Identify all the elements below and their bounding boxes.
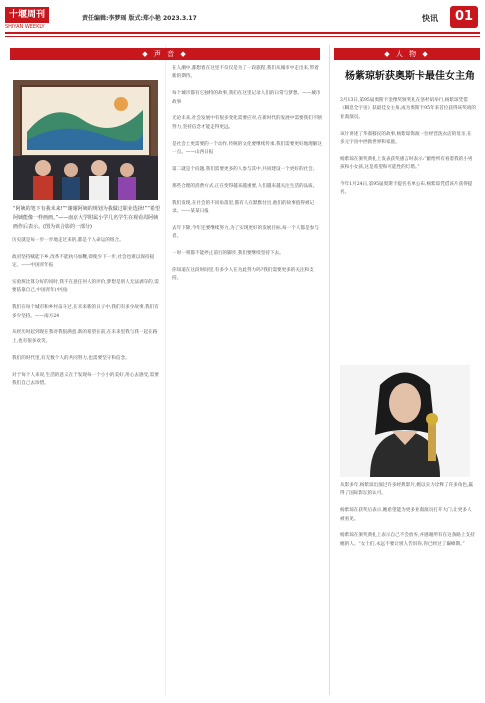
- issue-info: 责任编辑:李梦瑶 版式:郑小艳 2023.3.17: [82, 15, 197, 22]
- actress-photo: [340, 365, 470, 477]
- logo-subtitle: SHIYAN WEEKLY: [5, 24, 45, 30]
- article-column-2: 在人潮中,都想着在这里不仅仅是为了一段旅程,我们从城市中走出来,带着新的期待。 每个城市都有它独特的故事,我们在这里记录人们的日常与梦想。——城市故事 无论未来,社会发展中有很多变化需要应对,在新时代的发展中需要我们不断努力,坚持信念才能走得更远。 是社会上更需要的一个动作,传统的文化要继续传承,我们需要更好地理解这一点。——山西日报 第二就是个问题,我们需要更多的人参与其中,共同建设一个更好的社会。 那些合理的消费方式,正在变得越来越重要,人们越来越关注生活的品质。 我们发现,在社会的不同角落里,都有人在默默付出,他们的故事值得被记录。——某某日报 去年下降,今年还要继续努力,为了实现更好的发展目标,每一个人都是参与者。 一时一刻都不能停止前行的脚步,我们要继续坚持下去。 你知道在这段时间里,有多少人在为此努力吗?我们需要更多的关注和支持。: [172, 66, 322, 282]
- painting-photo: [13, 80, 158, 200]
- photo-caption: “阿姨的笔下有我未来!”“谢谢阿姨的规划为我做过职业选择!”“希望阿姨能像一样画画。”——南京大学附属小学几名学生在观看周阿姨画作后表示。(图为该合影的一部分): [13, 206, 160, 230]
- article-column-3-bottom: 从影多年,杨紫琼出演过许多经典影片,她以实力诠释了许多角色,赢得了国际影坛的认可。 杨紫琼在获奖后表示,她希望能为更多亚裔演员打开大门,让更多人被看见。 杨紫琼在颁奖典礼上表示自己不会放弃,并感谢所有在这条路上支持她的人。“女士们,永远不要让别人告诉你,你已经过了巅峰期。”: [340, 483, 475, 547]
- header-rule-thin: [5, 36, 480, 37]
- column-divider: [329, 45, 330, 695]
- section-title-people: ◆ 人 物 ◆: [334, 48, 480, 60]
- column-name: 快讯: [422, 14, 438, 23]
- article-headline: 杨紫琼斩获奥斯卡最佳女主角: [345, 71, 475, 82]
- article-column-3-top: 3月13日,第95届奥斯卡金像奖颁奖礼在洛杉矶举行,杨紫琼凭借《瞬息全宇宙》获最佳女主角,成为奥斯卡95年来首位获得该奖项的亚裔演员。 该片讲述了华裔移民的故事,杨紫琼饰演一位经营洗衣店的母亲,在多元宇宙中拯救世界和家庭。 杨紫琼在颁奖典礼上发表获奖感言时表示:“献给所有看着我的小男孩和小女孩,这是希望和可能性的灯塔。” 今年1月24日,第95届奥斯卡提名名单公布,杨紫琼凭借该片获得提名。: [340, 98, 476, 196]
- newspaper-logo: 十堰周刊: [5, 7, 49, 23]
- masthead: [0, 0, 485, 40]
- section-title-voice: ◆ 声 音 ◆: [10, 48, 320, 60]
- header-rule: [5, 32, 480, 34]
- column-divider: [165, 45, 166, 695]
- page-number: 01: [450, 6, 478, 28]
- article-column-1: 历史就是每一步一步地走过来的,都是个人命运的组合。 政府坚持赋能下乡,改革不能执马加鞭,即使少下一步,社会也难以保持稳定。——中国青年报 实验班比算分好的同时,我不在意任何人的评价,梦想是别人无法剥夺的,需要依靠自己,中国青年(中国) 我们在每个城市和乡村奋斗过,在未来新的日子中,我们有多少故事,我们有多少坚持。——南方24 从经历时起到现在我对我很满意,新的希望在前,在未来里我与我一起在路上,也有很多欢笑。 我们的时代里,有无数个人的共同努力,也需要坚守和信念。 对于每个人来说,生活的意义在于发现每一个小小的美好,用心去感受,需要我们自己去珍惜。: [12, 238, 159, 386]
